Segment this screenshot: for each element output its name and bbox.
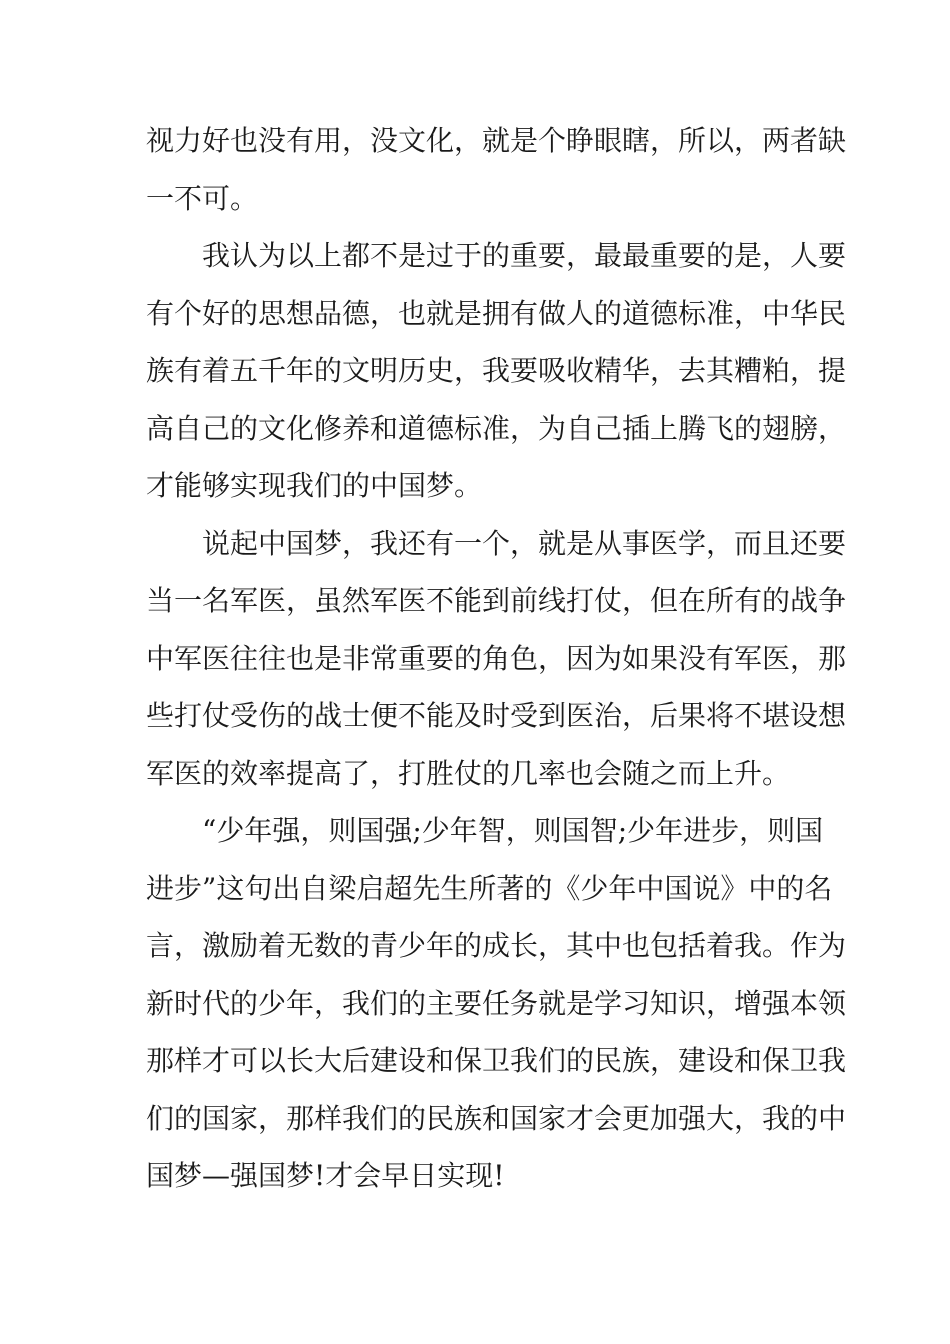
text-line: 高自己的文化修养和道德标准，为自己插上腾飞的翅膀， [146, 411, 847, 445]
text-line: 中军医往往也是非常重要的角色，因为如果没有军医，那 [146, 641, 847, 675]
text-line: 国梦—强国梦!才会早日实现! [146, 1159, 505, 1192]
text-line: 们的国家，那样我们的民族和国家才会更加强大，我的中 [146, 1101, 847, 1135]
text-line: 才能够实现我们的中国梦。 [146, 469, 483, 502]
paragraph-first-line: 说起中国梦，我还有一个，就是从事医学，而且还要 [202, 526, 847, 560]
text-line: 一不可。 [146, 181, 259, 215]
text-line: 族有着五千年的文明历史，我要吸收精华，去其糟粕，提 [146, 354, 847, 387]
text-line: 进步”这句出自梁启超先生所著的《少年中国说》中的名 [146, 871, 833, 905]
text-line: 言，激励着无数的青少年的成长，其中也包括着我。作为 [146, 929, 847, 962]
text-line: 些打仗受伤的战士便不能及时受到医治，后果将不堪设想 [146, 699, 847, 732]
text-line: 军医的效率提高了，打胜仗的几率也会随之而上升。 [146, 756, 791, 790]
text-line: 视力好也没有用，没文化，就是个睁眼瞎，所以，两者缺 [146, 124, 847, 157]
paragraph-first-line: “少年强，则国强;少年智，则国智;少年进步，则国 [202, 814, 824, 847]
text-line: 新时代的少年，我们的主要任务就是学习知识，增强本领 [146, 986, 847, 1020]
text-line: 当一名军医，虽然军医不能到前线打仗，但在所有的战争 [146, 584, 847, 617]
paragraph-first-line: 我认为以上都不是过于的重要，最最重要的是，人要 [202, 239, 847, 272]
essay-body [146, 112, 847, 1205]
text-line: 有个好的思想品德，也就是拥有做人的道德标准，中华民 [146, 296, 847, 330]
text-line: 那样才可以长大后建设和保卫我们的民族，建设和保卫我 [146, 1044, 847, 1077]
